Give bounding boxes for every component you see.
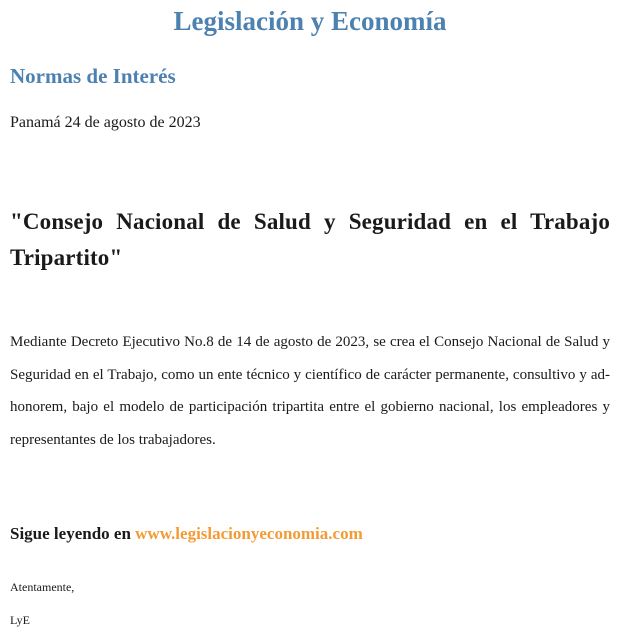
- website-link[interactable]: www.legislacionyeconomia.com: [135, 524, 363, 543]
- read-more-line: [10, 522, 363, 546]
- article-headline: "Consejo Nacional de Salud y Seguridad en el Trabajo Tripartito": [10, 209, 610, 270]
- article-body: Mediante Decreto Ejecutivo No.8 de 14 de agosto de 2023, se crea el Consejo Nacional de Salud y Seguridad en el Trabajo, como un ente técnico y científico de carácter permanente, consultivo y ad-honorem, bajo el modelo de participación tripartita entre el gobierno nacional, los empleadores y representantes de los trabajadores.: [10, 334, 610, 448]
- newsletter-title: Legislación y Economía: [173, 6, 447, 36]
- signature: LyE: [10, 613, 30, 627]
- read-more-prefix: Sigue leyendo en: [10, 524, 136, 543]
- closing-text: Atentamente,: [10, 580, 75, 594]
- dateline: Panamá 24 de agosto de 2023: [10, 114, 201, 131]
- section-title: Normas de Interés: [10, 64, 176, 88]
